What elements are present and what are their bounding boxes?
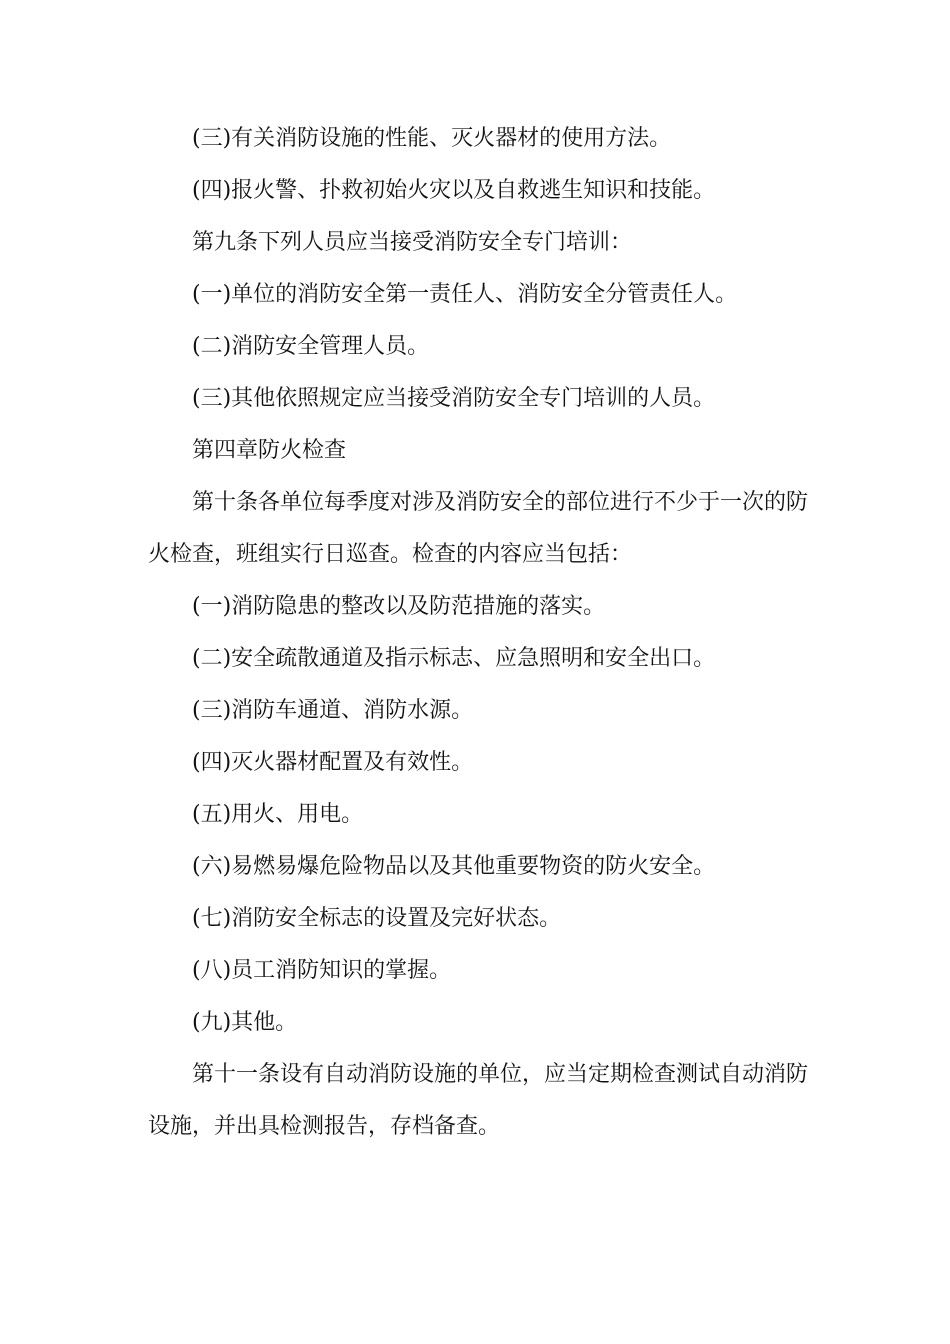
paragraph-article-10-item-2: (二)安全疏散通道及指示标志、应急照明和安全出口。 bbox=[192, 646, 716, 671]
paragraph-item-3-training-content: (三)有关消防设施的性能、灭火器材的使用方法。 bbox=[192, 126, 672, 151]
article-11-paragraph: 第十一条设有自动消防设施的单位，应当定期检查测试自动消防设施，并出具检测报告，存档备查。 bbox=[148, 1062, 809, 1139]
paragraph-article-10-item-8: (八)员工消防知识的掌握。 bbox=[192, 958, 452, 983]
chapter-4-heading: 第四章防火检查 bbox=[192, 438, 347, 463]
document-body bbox=[148, 113, 808, 1153]
paragraph-article-10-item-9: (九)其他。 bbox=[192, 1010, 298, 1035]
paragraph-article-10-item-3: (三)消防车通道、消防水源。 bbox=[192, 698, 474, 723]
paragraph-article-10-item-4: (四)灭火器材配置及有效性。 bbox=[192, 750, 474, 775]
paragraph-article-10-item-6: (六)易燃易爆危险物品以及其他重要物资的防火安全。 bbox=[192, 854, 716, 879]
paragraph-item-4-training-content: (四)报火警、扑救初始火灾以及自救逃生知识和技能。 bbox=[192, 178, 716, 203]
paragraph-article-9-item-2: (二)消防安全管理人员。 bbox=[192, 334, 430, 359]
paragraph-article-10-item-7: (七)消防安全标志的设置及完好状态。 bbox=[192, 906, 562, 931]
paragraph-article-10-item-1: (一)消防隐患的整改以及防范措施的落实。 bbox=[192, 594, 606, 619]
paragraph-article-9-item-1: (一)单位的消防安全第一责任人、消防安全分管责任人。 bbox=[192, 282, 738, 307]
article-10-paragraph: 第十条各单位每季度对涉及消防安全的部位进行不少于一次的防火检查，班组实行日巡查。检查的内容应当包括： bbox=[148, 490, 809, 567]
paragraph-article-10-item-5: (五)用火、用电。 bbox=[192, 802, 364, 827]
paragraph-article-9-item-3: (三)其他依照规定应当接受消防安全专门培训的人员。 bbox=[192, 386, 716, 411]
article-9-heading: 第九条下列人员应当接受消防安全专门培训： bbox=[192, 230, 633, 255]
